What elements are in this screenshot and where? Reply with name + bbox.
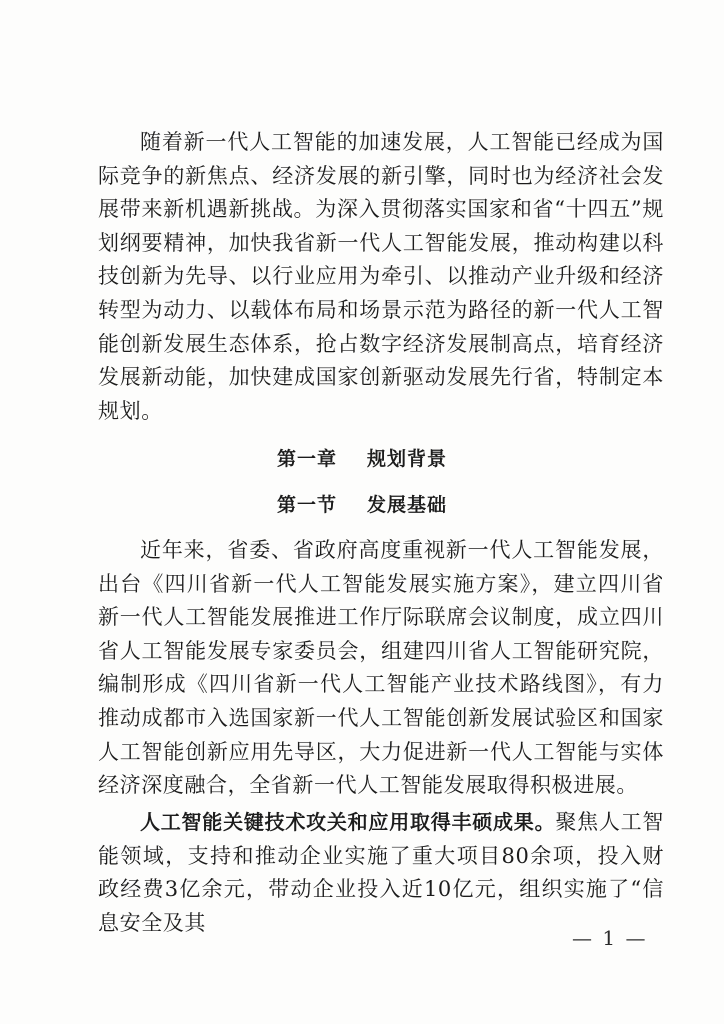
section-title: 发展基础 (367, 494, 448, 516)
chapter-number: 第一章 (276, 448, 337, 470)
intro-paragraph: 随着新一代人工智能的加速发展，人工智能已经成为国际竞争的新焦点、经济发展的新引擎，同时也为经济社会发展带来新机遇新挑战。为深入贯彻落实国家和省“十四五”规划纲要精神，加快我省新一代人工智能发展，推动构建以科技创新为先导、以行业应用为牵引、以推动产业升级和经济转型为动力、以载体布局和场景示范为路径的新一代人工智能创新发展生态体系，抢占数字经济发展制高点，培育经济发展新动能，加快建成国家创新驱动发展先行省，特制定本规划。 (98, 130, 664, 423)
page-number: — 1 — (572, 926, 648, 950)
section-heading (0, 490, 724, 517)
chapter-title: 规划背景 (367, 448, 448, 470)
section-paragraph: 近年来，省委、省政府高度重视新一代人工智能发展，出台《四川省新一代人工智能发展实施方案》，建立四川省新一代人工智能发展推进工作厅际联席会议制度，成立四川省人工智能发展专家委员会，组建四川省人工智能研究院，编制形成《四川省新一代人工智能产业技术路线图》，有力推动成都市入选国家新一代人工智能创新发展试验区和国家人工智能创新应用先导区，大力促进新一代人工智能与实体经济深度融合，全省新一代人工智能发展取得积极进展。 (98, 538, 664, 798)
chapter-heading (0, 444, 724, 471)
achievement-paragraph (98, 806, 664, 940)
achievement-lead: 人工智能关键技术攻关和应用取得丰硕成果。 (140, 810, 556, 834)
achievement-body: 聚焦人工智能领域，支持和推动企业实施了重大项目80余项，投入财政经费3亿余元，带动企业投入近10亿元，组织实施了“信息安全及其 (98, 810, 665, 935)
section-number: 第一节 (276, 494, 337, 516)
